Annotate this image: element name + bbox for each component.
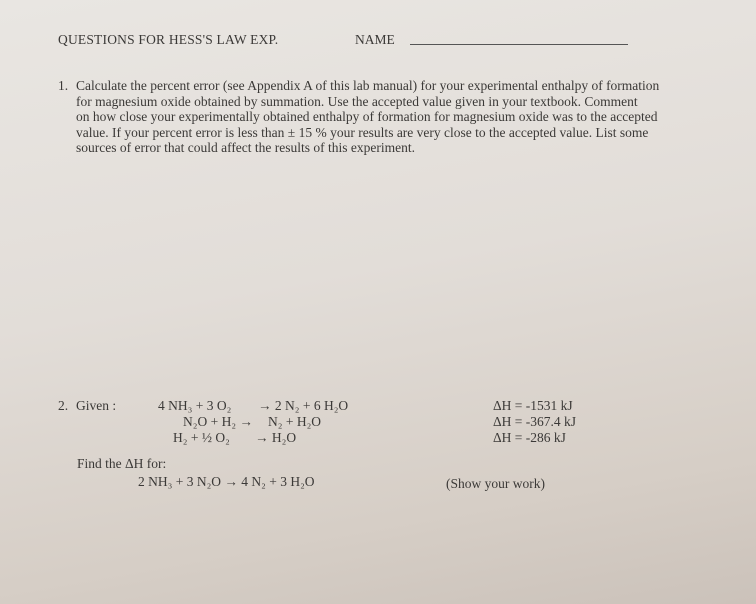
reaction-2-enthalpy: ΔH = -367.4 kJ [493, 414, 577, 429]
given-label: Given : [76, 398, 117, 413]
reaction-3-enthalpy: ΔH = -286 kJ [493, 430, 566, 445]
reaction-3-products: → H₂O [255, 430, 297, 445]
question-1-line: sources of error that could affect the results of this experiment. [76, 140, 416, 156]
find-label: Find the ΔH for: [77, 456, 167, 471]
worksheet-title: QUESTIONS FOR HESS'S LAW EXP. [58, 32, 279, 47]
reaction-3-reactants: H₂ + ½ O₂ [173, 430, 230, 445]
question-1-line: Calculate the percent error (see Appendix A of this lab manual) for your experimental enthalpy of formation [76, 78, 660, 93]
reaction-1-products: → 2 N₂ + 6 H₂O [258, 398, 349, 413]
target-reaction: 2 NH₃ + 3 N₂O → 4 N₂ + 3 H₂O [138, 474, 315, 489]
question-1-text [76, 78, 659, 156]
question-2-number: 2. [58, 398, 69, 413]
reaction-1-enthalpy: ΔH = -1531 kJ [493, 398, 573, 413]
question-1-line: for magnesium oxide obtained by summation. Use the accepted value given in your textbook. Comment [76, 93, 638, 109]
reaction-1-reactants: 4 NH₃ + 3 O₂ [158, 398, 232, 413]
reaction-2-reactants: N₂O + H₂ → [183, 414, 253, 429]
question-1-line: value. If your percent error is less than ± 15 % your results are very close to the accepted value. List some [76, 124, 649, 140]
show-work-note: (Show your work) [446, 476, 545, 491]
name-label: NAME [355, 32, 395, 47]
name-blank-line [410, 44, 628, 45]
question-1-line: on how close your experimentally obtained enthalpy of formation for magnesium oxide was to the accepted [76, 109, 658, 125]
reaction-2-products: N₂ + H₂O [268, 414, 322, 429]
question-1-number: 1. [58, 78, 69, 93]
